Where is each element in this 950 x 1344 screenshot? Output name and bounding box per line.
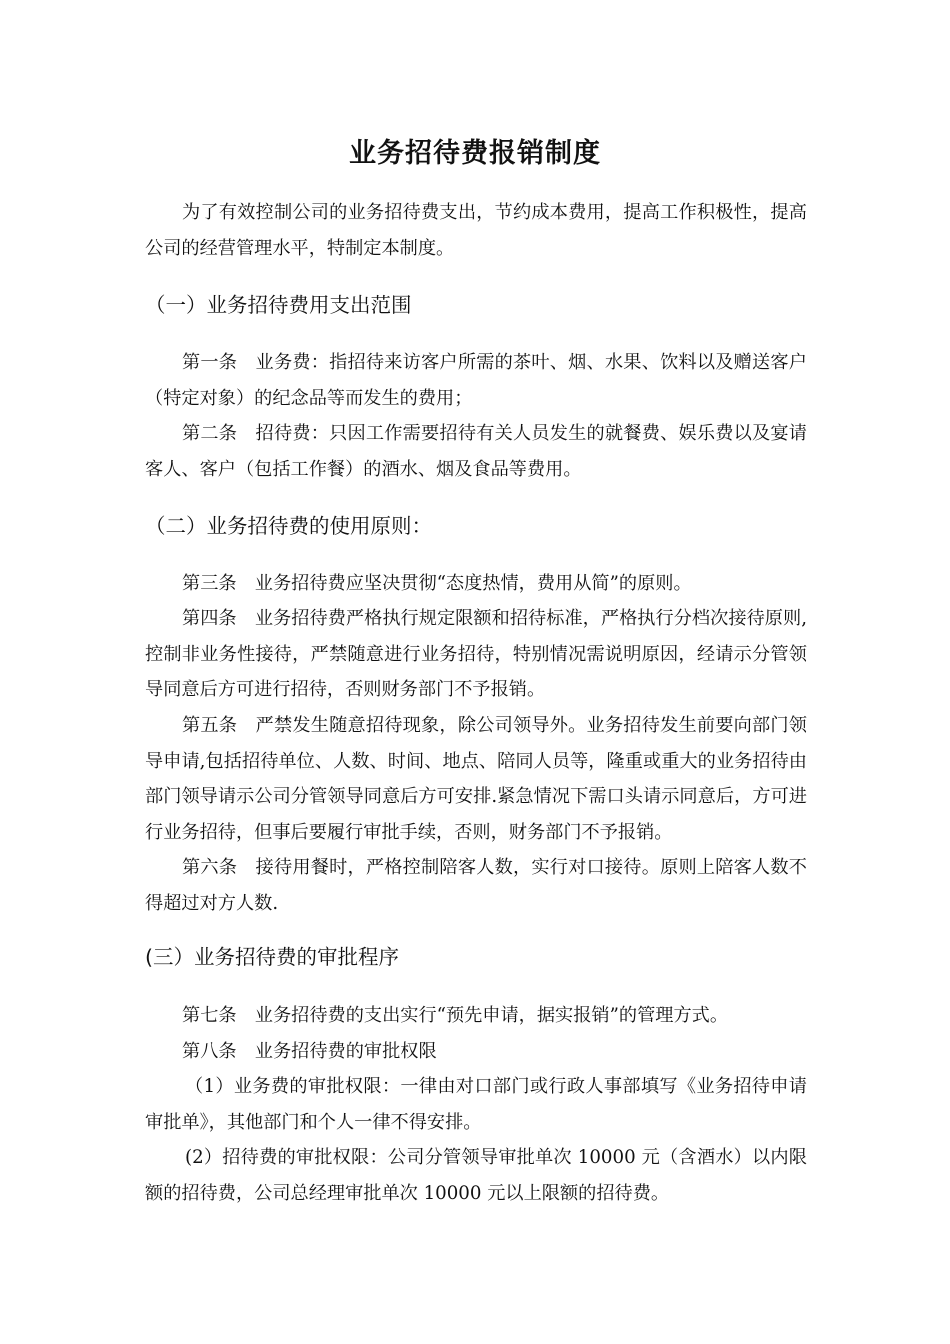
article-4: 第四条 业务招待费严格执行规定限额和招待标准，严格执行分档次接待原则,控制非业务性接待，严禁随意进行业务招待，特别情况需说明原因，经请示分管领导同意后方可进行招待，否则财务部门不予报销。 [145,608,807,700]
article-5: 第五条 严禁发生随意招待现象，除公司领导外。业务招待发生前要向部门领导申请,包括招待单位、人数、时间、地点、陪同人员等，隆重或重大的业务招待由部门领导请示公司分管领导同意后方可安排.紧急情况下需口头请示同意后，方可进行业务招待，但事后要履行审批手续，否则，财务部门不予报销。 [145,715,807,843]
approval-item-2: (2）招待费的审批权限：公司分管领导审批单次 10000 元（含酒水）以内限额的招待费，公司总经理审批单次 10000 元以上限额的招待费。 [145,1147,807,1204]
document-title: 业务招待费报销制度 [349,138,601,169]
section-heading-1: （一）业务招待费用支出范围 [145,293,412,317]
intro-paragraph: 为了有效控制公司的业务招待费支出，节约成本费用，提高工作积极性，提高公司的经营管理水平，特制定本制度。 [145,202,807,259]
article-7: 第七条 业务招待费的支出实行“预先申请，据实报销”的管理方式。 [182,1005,729,1026]
article-3: 第三条 业务招待费应坚决贯彻“态度热情，费用从简”的原则。 [182,573,692,594]
article-8: 第八条 业务招待费的审批权限 [182,1041,437,1062]
section-heading-3: (三）业务招待费的审批程序 [145,945,399,969]
article-2: 第二条 招待费：只因工作需要招待有关人员发生的就餐费、娱乐费以及宴请客人、客户（包括工作餐）的酒水、烟及食品等费用。 [145,423,807,480]
approval-item-1: （1）业务费的审批权限：一律由对口部门或行政人事部填写《业务招待申请审批单》，其他部门和个人一律不得安排。 [145,1076,807,1133]
article-1: 第一条 业务费：指招待来访客户所需的茶叶、烟、水果、饮料以及赠送客户（特定对象）的纪念品等而发生的费用； [145,352,807,409]
article-6: 第六条 接待用餐时，严格控制陪客人数，实行对口接待。原则上陪客人数不得超过对方人数. [145,857,807,914]
section-heading-2: （二）业务招待费的使用原则： [145,514,432,538]
